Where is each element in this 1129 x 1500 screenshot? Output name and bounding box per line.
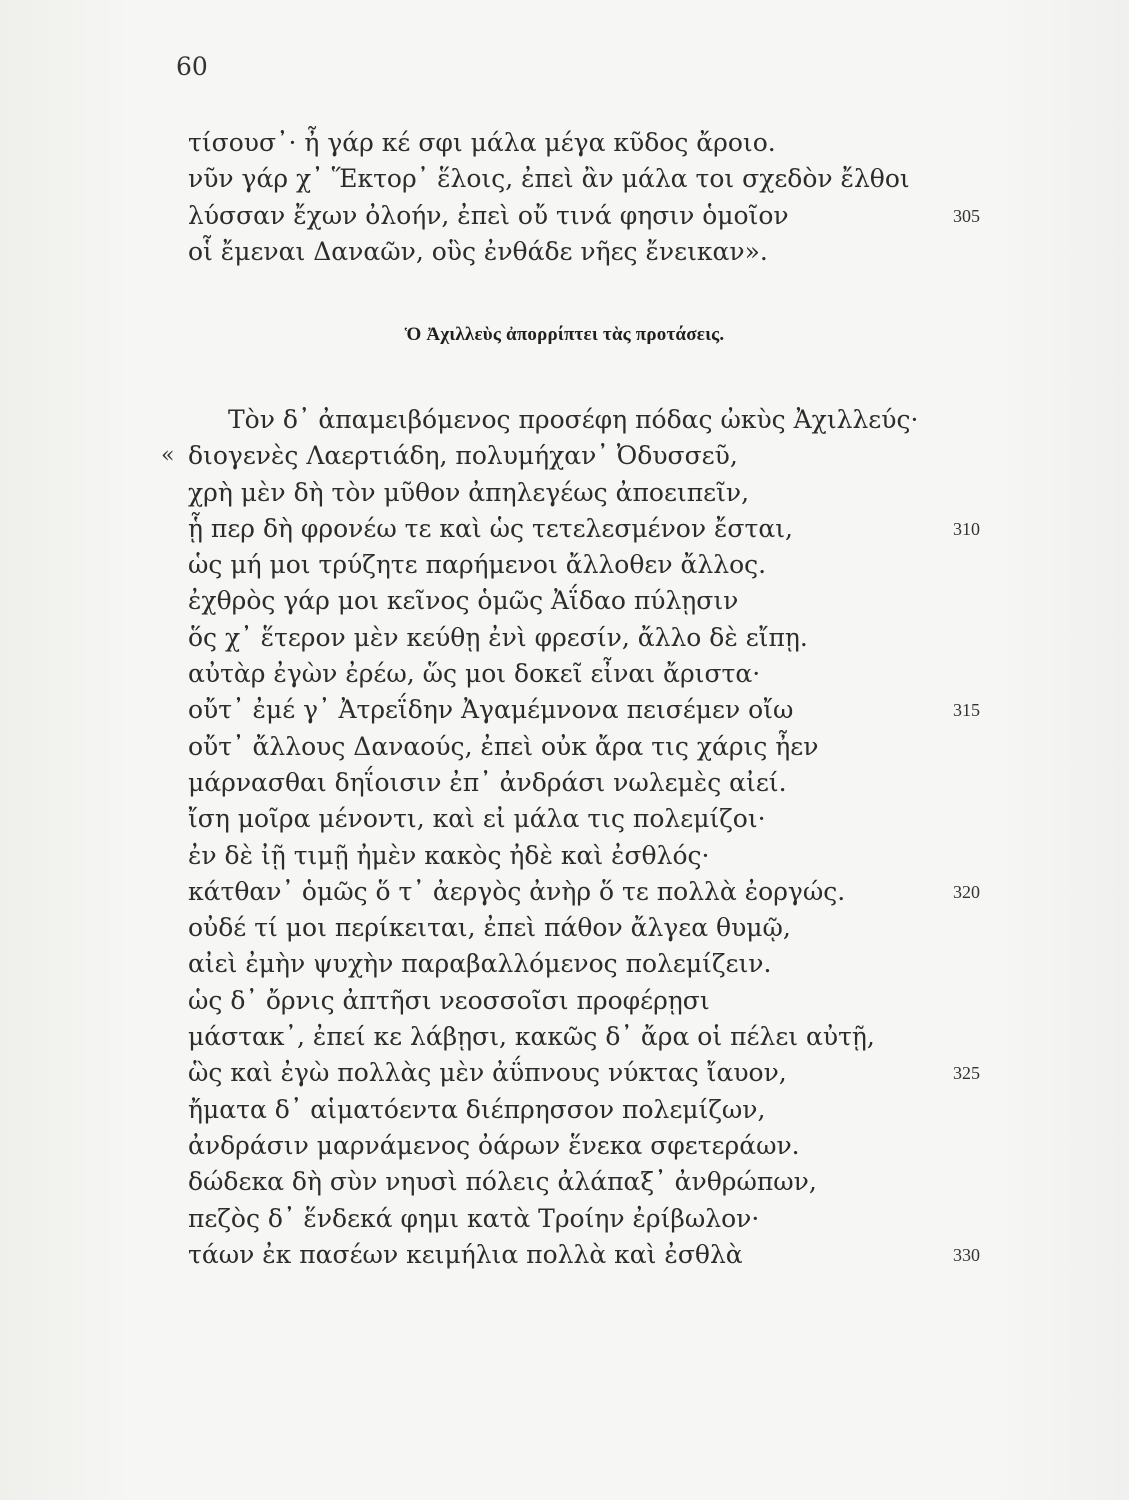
verse-text: ἀνδράσιν μαρνάμενος ὀάρων ἕνεκα σφετεράων.: [188, 1130, 800, 1160]
verse-line: [188, 765, 988, 801]
line-number: 325: [953, 1063, 980, 1084]
verse-line: [188, 656, 988, 692]
verse-text: ἐν δὲ ἰῇ τιμῇ ἠμὲν κακὸς ἠδὲ καὶ ἐσθλός·: [188, 840, 710, 870]
verse-line: [188, 547, 988, 583]
verse-text: νῦν γάρ χ᾽ Ἕκτορ᾽ ἕλοις, ἐπεὶ ἂν μάλα τοι σχεδὸν ἔλθοι: [188, 164, 910, 194]
verse-block-second: [161, 402, 988, 1273]
line-number: 305: [953, 205, 980, 226]
verse-text: οὐδέ τί μοι περίκειται, ἐπεὶ πάθον ἄλγεα θυμῷ,: [188, 913, 791, 943]
verse-line: [188, 692, 988, 728]
verse-text: οὔτ᾽ ἐμέ γ᾽ Ἀτρεΐδην Ἀγαμέμνονα πεισέμεν οἴω: [188, 695, 794, 725]
verse-text: Τὸν δ᾽ ἀπαμειβόμενος προσέφη πόδας ὠκὺς Ἀχιλλεύς·: [228, 405, 919, 434]
verse-line: [188, 946, 988, 982]
verse-line: [188, 620, 988, 656]
section-heading: Ὁ Ἀχιλλεὺς ἀπορρίπτει τὰς προτάσεις.: [404, 324, 725, 345]
verse-line: [188, 1092, 988, 1128]
verse-text: τάων ἐκ πασέων κειμήλια πολλὰ καὶ ἐσθλὰ: [188, 1239, 743, 1269]
line-number: 315: [953, 700, 980, 721]
verse-line: [188, 234, 988, 270]
verse-line: [188, 1019, 988, 1055]
line-number: 330: [953, 1244, 980, 1265]
page-number: 60: [176, 52, 208, 81]
verse-line: [188, 161, 988, 197]
verse-text: ὅς χ᾽ ἕτερον μὲν κεύθῃ ἐνὶ φρεσίν, ἄλλο δὲ εἴπῃ.: [188, 622, 808, 652]
verse-text: οἷ ἔμεναι Δαναῶν, οὓς ἐνθάδε νῆες ἔνεικαν».: [188, 236, 768, 266]
line-number: 310: [953, 518, 980, 539]
verse-line: [188, 198, 988, 234]
verse-text: κάτθαν᾽ ὁμῶς ὅ τ᾽ ἀεργὸς ἀνὴρ ὅ τε πολλὰ ἐοργώς.: [188, 876, 846, 906]
verse-text: τίσουσ᾽· ἦ γάρ κέ σφι μάλα μέγα κῦδος ἄροιο.: [188, 128, 776, 157]
verse-text: ἤματα δ᾽ αἱματόεντα διέπρησσον πολεμίζων,: [188, 1094, 766, 1124]
verse-text: μάρνασθαι δηΐοισιν ἐπ᾽ ἀνδράσι νωλεμὲς αἰεί.: [188, 767, 787, 797]
verse-text: πεζὸς δ᾽ ἕνδεκά φημι κατὰ Τροίην ἐρίβωλον·: [188, 1203, 760, 1233]
verse-line: [188, 511, 988, 547]
verse-line: [188, 583, 988, 619]
verse-text: ᾗ περ δὴ φρονέω τε καὶ ὡς τετελεσμένον ἔσται,: [188, 513, 793, 543]
verse-text: ἴση μοῖρα μένοντι, καὶ εἰ μάλα τις πολεμίζοι·: [188, 804, 766, 834]
verse-text: ἐχθρὸς γάρ μοι κεῖνος ὁμῶς Ἀΐδαο πύλῃσιν: [188, 586, 739, 616]
verse-line: [188, 1128, 988, 1164]
verse-line: [188, 402, 988, 438]
verse-text: ὡς μή μοι τρύζητε παρήμενοι ἄλλοθεν ἄλλος.: [188, 550, 767, 580]
verse-line: [188, 475, 988, 511]
opening-quote-mark: «: [161, 443, 175, 469]
verse-text: αἰεὶ ἐμὴν ψυχὴν παραβαλλόμενος πολεμίζειν.: [188, 949, 772, 979]
verse-line: [188, 801, 988, 837]
verse-text: μάστακ᾽, ἐπεί κε λάβῃσι, κακῶς δ᾽ ἄρα οἱ πέλει αὐτῇ,: [188, 1022, 875, 1052]
line-number: 320: [953, 881, 980, 902]
verse-line: [188, 1201, 988, 1237]
verse-line: [188, 838, 988, 874]
verse-line: [188, 125, 988, 161]
verse-text: ὣς καὶ ἐγὼ πολλὰς μὲν ἀΰπνους νύκτας ἴαυον,: [188, 1058, 787, 1088]
verse-line: [188, 1055, 988, 1091]
verse-line: [188, 729, 988, 765]
verse-text: ὡς δ᾽ ὄρνις ἀπτῆσι νεοσσοῖσι προφέρῃσι: [188, 985, 710, 1015]
verse-line: [188, 874, 988, 910]
verse-text: διογενὲς Λαερτιάδη, πολυμήχαν᾽ Ὀδυσσεῦ,: [188, 441, 738, 471]
verse-line: [188, 1237, 988, 1273]
verse-line: [188, 983, 988, 1019]
verse-line: [188, 1164, 988, 1200]
verse-line: [188, 910, 988, 946]
verse-text: λύσσαν ἔχων ὀλοήν, ἐπεὶ οὔ τινά φησιν ὁμοῖον: [188, 200, 789, 230]
verse-text: χρὴ μὲν δὴ τὸν μῦθον ἀπηλεγέως ἀποειπεῖν,: [188, 477, 750, 507]
verse-line: [161, 438, 988, 474]
verse-text: αὐτὰρ ἐγὼν ἐρέω, ὥς μοι δοκεῖ εἶναι ἄριστα·: [188, 659, 761, 689]
verse-text: οὔτ᾽ ἄλλους Δαναούς, ἐπεὶ οὐκ ἄρα τις χάρις ἦεν: [188, 731, 819, 761]
verse-text: δώδεκα δὴ σὺν νηυσὶ πόλεις ἀλάπαξ᾽ ἀνθρώπων,: [188, 1167, 817, 1197]
verse-block-first: [188, 125, 988, 270]
